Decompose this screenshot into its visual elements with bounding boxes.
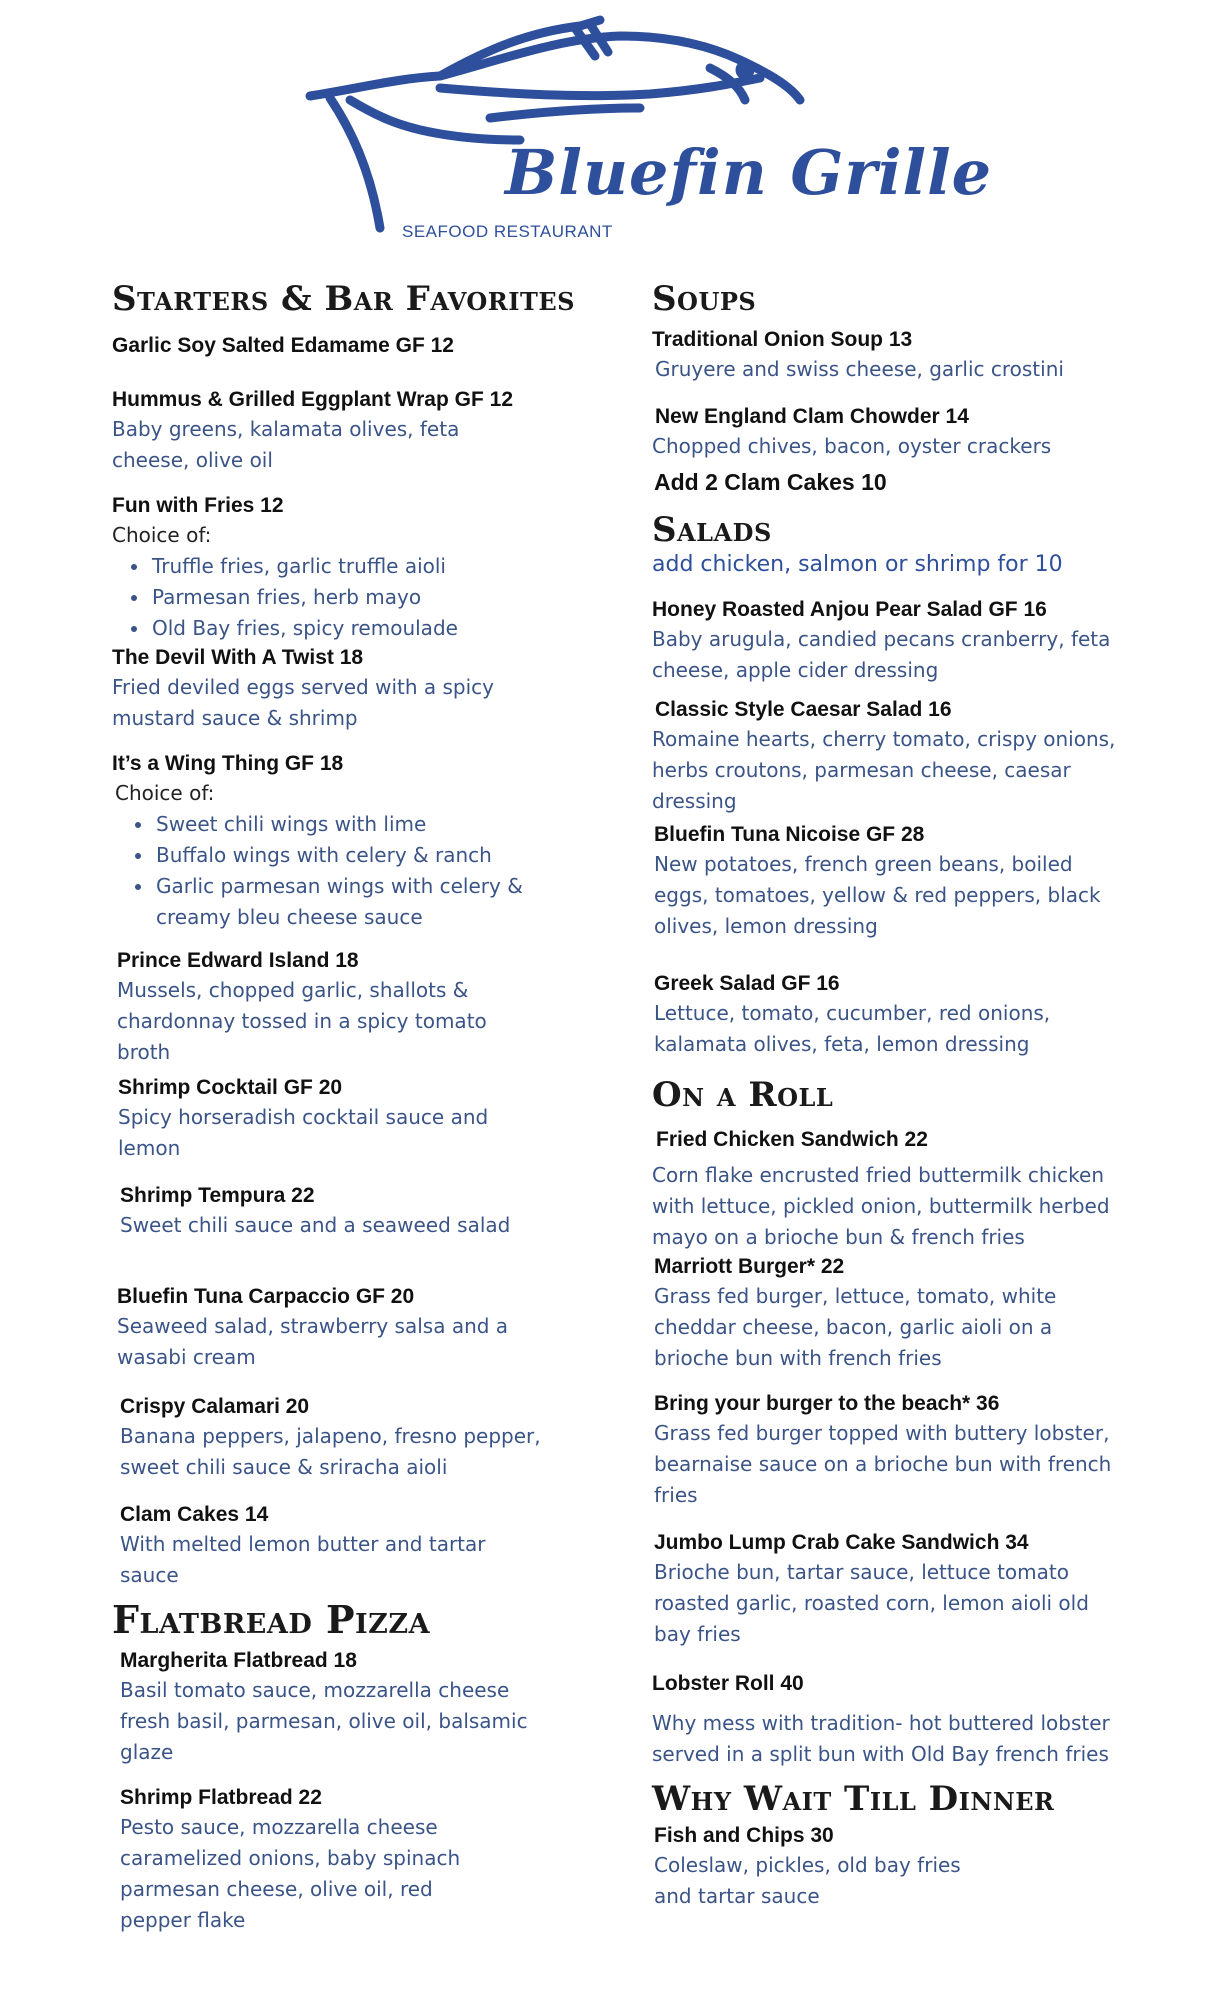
item-name: Shrimp Tempura 22 <box>120 1184 315 1207</box>
option-item: • Old Bay fries, spicy remoulade <box>150 613 662 644</box>
item-desc: Fried deviled eggs served with a spicy mustard sauce & shrimp <box>112 675 495 730</box>
menu-item <box>652 1126 1112 1253</box>
item-name: Traditional Onion Soup 13 <box>652 328 913 351</box>
menu-item <box>112 332 662 360</box>
right-column <box>652 278 1202 1912</box>
menu-item <box>112 1393 580 1483</box>
item-desc: New potatoes, french green beans, boiled eggs, tomatoes, yellow & red peppers, black olives, lemon dressing <box>654 852 1101 938</box>
logo <box>290 8 993 248</box>
menu-item <box>652 596 1112 686</box>
menu-item <box>112 644 542 734</box>
menu-item <box>652 1390 1114 1511</box>
menu-item <box>652 326 1202 385</box>
menu-item <box>112 1647 560 1768</box>
item-desc: Why mess with tradition- hot buttered lobster served in a split bun with Old Bay french fries <box>652 1711 1110 1766</box>
menu-item <box>112 1501 540 1591</box>
item-desc: Sweet chili sauce and a seaweed salad <box>120 1213 511 1237</box>
item-desc: Spicy horseradish cocktail sauce and lemon <box>118 1105 489 1160</box>
item-desc: Baby greens, kalamata olives, feta cheese, olive oil <box>112 417 460 472</box>
item-name: It’s a Wing Thing GF 18 <box>112 752 344 775</box>
section-title-soups: Soups <box>652 279 757 319</box>
left-column <box>112 278 662 1936</box>
bluefin-fish-logo <box>290 8 970 248</box>
item-choice: Choice of: <box>112 523 212 547</box>
menu-item <box>112 1182 560 1241</box>
menu-item <box>652 1822 994 1912</box>
option-item: • Sweet chili wings with lime <box>154 809 552 840</box>
option-list <box>112 551 662 644</box>
item-name: Classic Style Caesar Salad 16 <box>655 698 952 721</box>
menu-item <box>652 821 1124 942</box>
menu-item <box>652 696 1152 817</box>
item-name: Greek Salad GF 16 <box>654 972 840 995</box>
item-desc: Seaweed salad, strawberry salsa and a wasabi cream <box>117 1314 509 1369</box>
item-name: Bring your burger to the beach* 36 <box>654 1392 1000 1415</box>
item-name: Honey Roasted Anjou Pear Salad GF 16 <box>652 598 1047 621</box>
item-name: Crispy Calamari 20 <box>120 1395 310 1418</box>
menu-item <box>652 403 1202 462</box>
item-name: Prince Edward Island 18 <box>117 949 359 972</box>
item-name: Fun with Fries 12 <box>112 494 284 517</box>
item-desc: Lettuce, tomato, cucumber, red onions, kalamata olives, feta, lemon dressing <box>654 1001 1051 1056</box>
option-item: • Buffalo wings with celery & ranch <box>154 840 552 871</box>
brand-tagline: SEAFOOD RESTAURANT <box>402 222 613 241</box>
menu-item <box>112 1784 500 1936</box>
item-name: Hummus & Grilled Eggplant Wrap GF 12 <box>112 388 513 411</box>
menu-item <box>652 1529 1094 1650</box>
item-name: Shrimp Cocktail GF 20 <box>118 1076 343 1099</box>
option-item: • Truffle fries, garlic truffle aioli <box>150 551 662 582</box>
menu-item <box>112 947 537 1068</box>
item-desc: Gruyere and swiss cheese, garlic crostini <box>655 357 1064 381</box>
item-name: Lobster Roll 40 <box>652 1672 804 1695</box>
option-list <box>112 809 552 933</box>
menu-item <box>112 1074 538 1164</box>
item-desc: Banana peppers, jalapeno, fresno pepper, sweet chili sauce & sriracha aioli <box>120 1424 541 1479</box>
item-name: Bluefin Tuna Carpaccio GF 20 <box>117 1285 415 1308</box>
item-name: The Devil With A Twist 18 <box>112 646 364 669</box>
menu-item <box>112 492 662 644</box>
item-name: Fish and Chips 30 <box>654 1824 834 1847</box>
salad-addon-note: add chicken, salmon or shrimp for 10 <box>652 552 1063 577</box>
item-name: Clam Cakes 14 <box>120 1503 269 1526</box>
menu-item <box>652 1253 1094 1374</box>
menu-item <box>652 970 1094 1060</box>
item-name: Jumbo Lump Crab Cake Sandwich 34 <box>654 1531 1029 1554</box>
menu-item <box>112 750 552 933</box>
section-title-starters: Starters & Bar Favorites <box>112 279 575 319</box>
menu-item <box>112 386 542 476</box>
menu-item <box>652 1670 1112 1770</box>
item-name: Fried Chicken Sandwich 22 <box>656 1128 928 1151</box>
item-desc: With melted lemon butter and tartar sauce <box>120 1532 486 1587</box>
item-desc: Brioche bun, tartar sauce, lettuce tomato roasted garlic, roasted corn, lemon aioli old bay fries <box>654 1560 1089 1646</box>
item-desc: Romaine hearts, cherry tomato, crispy onions, herbs croutons, parmesan cheese, caesar dressing <box>652 727 1116 813</box>
item-name: New England Clam Chowder 14 <box>655 405 969 428</box>
item-desc: Chopped chives, bacon, oyster crackers <box>652 434 1052 458</box>
soup-addon: Add 2 Clam Cakes 10 <box>654 469 887 495</box>
item-desc: Basil tomato sauce, mozzarella cheese fresh basil, parmesan, olive oil, balsamic glaze <box>120 1678 528 1764</box>
item-desc: Mussels, chopped garlic, shallots & chardonnay tossed in a spicy tomato broth <box>117 978 487 1064</box>
item-desc: Baby arugula, candied pecans cranberry, feta cheese, apple cider dressing <box>652 627 1111 682</box>
section-title-salads: Salads <box>652 510 772 550</box>
item-name: Marriott Burger* 22 <box>654 1255 845 1278</box>
item-desc: Corn flake encrusted fried buttermilk chicken with lettuce, pickled onion, buttermilk herbed mayo on a brioche bun & french fries <box>652 1163 1110 1249</box>
menu-item <box>112 1283 557 1373</box>
item-desc: Coleslaw, pickles, old bay fries and tartar sauce <box>654 1853 961 1908</box>
option-item: • Garlic parmesan wings with celery & creamy bleu cheese sauce <box>154 871 552 933</box>
item-desc: Pesto sauce, mozzarella cheese caramelized onions, baby spinach parmesan cheese, olive oil, red pepper flake <box>120 1815 461 1932</box>
item-name: Garlic Soy Salted Edamame GF 12 <box>112 334 454 357</box>
item-name: Margherita Flatbread 18 <box>120 1649 357 1672</box>
item-name: Shrimp Flatbread 22 <box>120 1786 322 1809</box>
section-title-dinner: Why Wait Till Dinner <box>652 1779 1055 1819</box>
brand-name: Bluefin Grille <box>505 136 993 209</box>
item-desc: Grass fed burger, lettuce, tomato, white cheddar cheese, bacon, garlic aioli on a brioche bun with french fries <box>654 1284 1057 1370</box>
section-title-roll: On a Roll <box>652 1075 834 1115</box>
section-title-flatbread: Flatbread Pizza <box>112 1597 431 1642</box>
option-item: • Parmesan fries, herb mayo <box>150 582 662 613</box>
item-name: Bluefin Tuna Nicoise GF 28 <box>654 823 925 846</box>
item-desc: Grass fed burger topped with buttery lobster, bearnaise sauce on a brioche bun with french fries <box>654 1421 1112 1507</box>
item-choice: Choice of: <box>115 781 215 805</box>
